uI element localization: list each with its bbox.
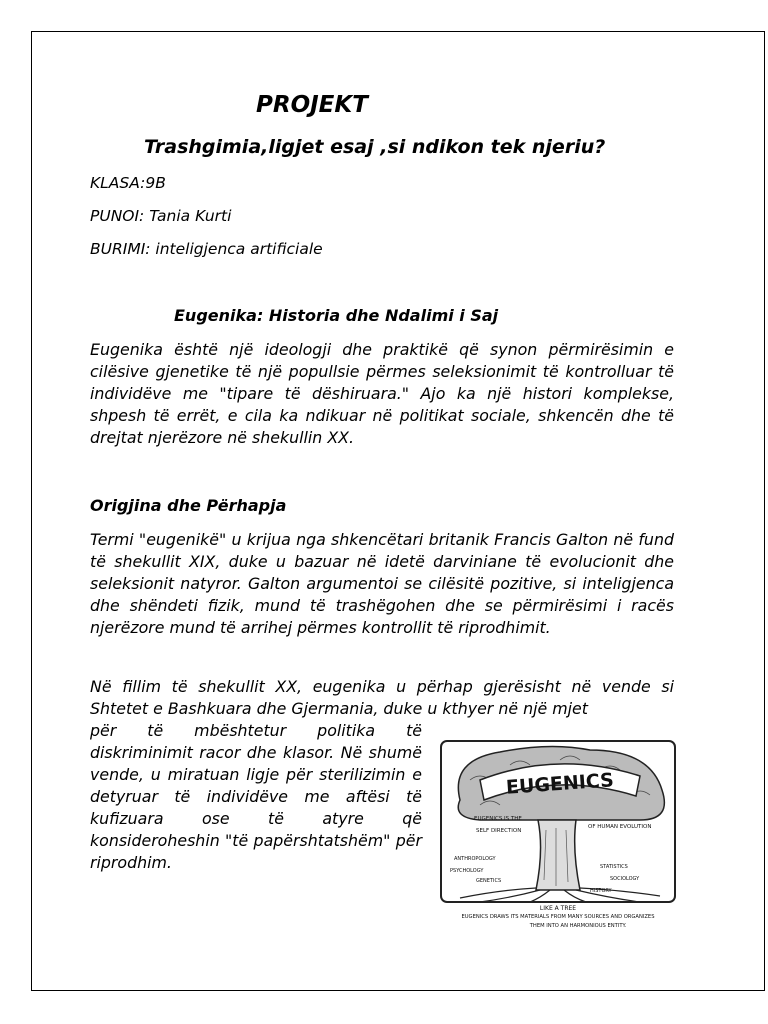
figure-left-text-1: EUGENICS IS THE	[474, 816, 522, 822]
spread-paragraph-wide: Në fillim të shekullit XX, eugenika u përhap gjerësisht në vende si Shtetet e Bashkuara dhe Gjermania, duke u kthyer në një mjet	[90, 677, 674, 718]
meta-author: PUNOI: Tania Kurti	[90, 207, 232, 225]
meta-class: KLASA:9B	[90, 174, 166, 192]
intro-paragraph: Eugenika është një ideologji dhe praktikë që synon përmirësimin e cilësive gjenetike të një popullsie përmes seleksionimit të kontrolluar të individëve me "tipare të dëshiruara." Ajo ka një histori komplekse, shpesh të errët, e cila ka ndikuar në politikat sociale, shkencën dhe të drejtat njerëzore në shekullin XX.	[90, 340, 674, 447]
figure-banner: EUGENICS	[505, 769, 615, 799]
spread-paragraph-narrow: për të mbështetur politika të diskriminimit racor dhe klasor. Në shumë vende, u miratuan ligje për sterilizimin e detyruar të individëve me aftësi të kufizuara ose të atyre që konsideroheshin "të papërshtatshëm" për riprodhim.	[90, 721, 422, 872]
page-title: PROJEKT	[256, 92, 368, 118]
section-title: Eugenika: Historia dhe Ndalimi i Saj	[174, 306, 499, 325]
origin-paragraph: Termi "eugenikë" u krijua nga shkencëtari britanik Francis Galton në fund të shekullit XIX, duke u bazuar në idetë darviniane të evolucionit dhe seleksionit natyror. Galton argumentoi se cilësitë pozitive, si inteligjenca dhe shëndeti fizik, mund të trashëgohen dhe se përmirësimi i racës njerëzore mund të arrihej përmes kontrollit të riprodhimit.	[90, 530, 674, 637]
svg-text:SOCIOLOGY: SOCIOLOGY	[610, 876, 640, 882]
eugenics-tree-illustration	[440, 740, 676, 932]
origin-heading: Origjina dhe Përhapja	[90, 496, 287, 515]
figure-right-text: OF HUMAN EVOLUTION	[588, 824, 652, 830]
figure-left-text-2: SELF DIRECTION	[476, 828, 522, 834]
svg-text:GENETICS: GENETICS	[476, 878, 502, 884]
svg-text:ANTHROPOLOGY: ANTHROPOLOGY	[454, 856, 496, 862]
svg-text:PSYCHOLOGY: PSYCHOLOGY	[450, 868, 484, 874]
svg-text:HISTORY: HISTORY	[590, 888, 612, 894]
figure-caption-1: LIKE A TREE	[539, 905, 577, 912]
meta-source: BURIMI: inteligjenca artificiale	[90, 240, 323, 258]
figure-caption-2: EUGENICS DRAWS ITS MATERIALS FROM MANY SOURCES AND ORGANIZES	[461, 914, 655, 920]
figure-caption-3: THEM INTO AN HARMONIOUS ENTITY.	[529, 923, 627, 929]
svg-text:STATISTICS: STATISTICS	[600, 864, 628, 870]
page-subtitle: Trashgimia,ligjet esaj ,si ndikon tek njeriu?	[144, 136, 606, 158]
eugenics-tree-figure	[440, 740, 676, 932]
